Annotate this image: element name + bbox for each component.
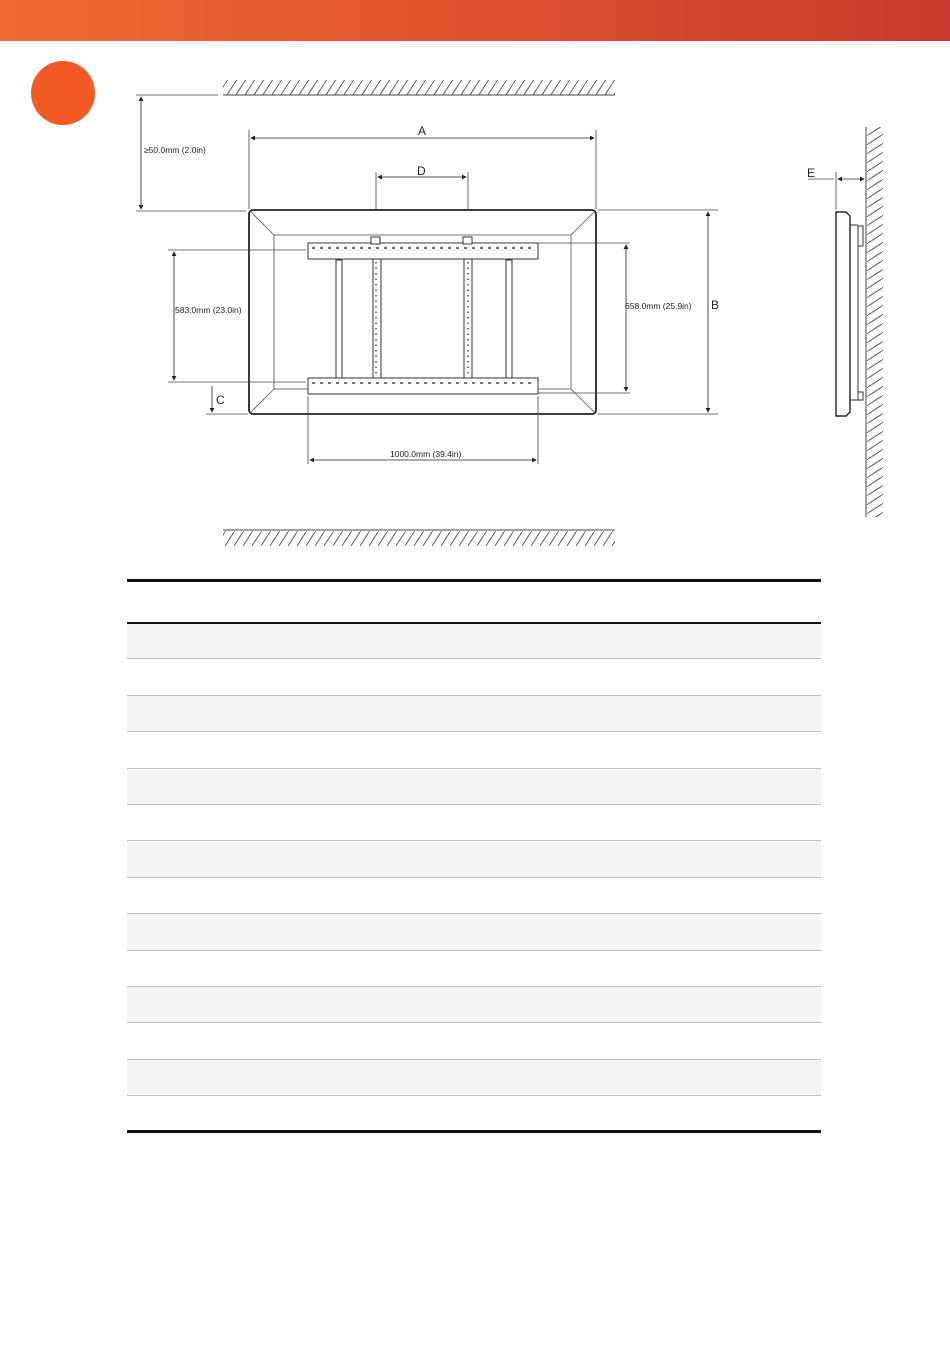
table-row xyxy=(127,659,821,695)
table-cell xyxy=(127,877,474,913)
bracket-spacing-label: 583.0mm (23.0in) xyxy=(175,305,242,315)
wall-mount-diagram xyxy=(0,0,950,580)
dimension-c xyxy=(206,386,248,414)
bracket-height-dimension xyxy=(625,245,692,391)
table-cell xyxy=(127,841,474,877)
table-cell xyxy=(474,1023,821,1059)
table-cell xyxy=(474,986,821,1022)
table-cell xyxy=(474,732,821,768)
table-cell xyxy=(127,732,474,768)
table-row xyxy=(127,623,821,659)
spec-table xyxy=(127,579,821,1133)
bracket-width-label: 1000.0mm (39.4in) xyxy=(390,449,462,459)
table-cell xyxy=(127,986,474,1022)
table-cell xyxy=(127,1096,474,1132)
table-cell xyxy=(474,695,821,731)
top-clearance-label: ≥50.0mm (2.0in) xyxy=(144,145,206,155)
table-cell xyxy=(127,768,474,804)
bracket-height-label: 658.0mm (25.9in) xyxy=(625,301,692,311)
top-clearance-dimension xyxy=(136,95,246,211)
table-cell xyxy=(474,768,821,804)
table-cell xyxy=(127,914,474,950)
spec-table-header xyxy=(127,581,821,623)
table-cell xyxy=(474,841,821,877)
table-cell xyxy=(474,623,821,659)
table-cell xyxy=(474,804,821,840)
table-row xyxy=(127,841,821,877)
table-cell xyxy=(127,695,474,731)
table-row xyxy=(127,914,821,950)
table-row xyxy=(127,732,821,768)
side-view xyxy=(836,127,883,517)
table-cell xyxy=(127,659,474,695)
table-cell xyxy=(474,877,821,913)
table-row xyxy=(127,1059,821,1095)
table-cell xyxy=(474,1096,821,1132)
table-row xyxy=(127,804,821,840)
table-row xyxy=(127,1096,821,1132)
table-cell xyxy=(127,804,474,840)
dimension-a-label: A xyxy=(418,124,427,138)
table-cell xyxy=(127,950,474,986)
table-cell xyxy=(474,1059,821,1095)
table-cell xyxy=(474,950,821,986)
table-row xyxy=(127,695,821,731)
table-cell xyxy=(127,623,474,659)
dimension-e xyxy=(807,166,864,210)
header-cell xyxy=(474,581,821,623)
table-row xyxy=(127,986,821,1022)
header-cell xyxy=(127,581,474,623)
table-cell xyxy=(127,1023,474,1059)
table-row xyxy=(127,877,821,913)
dimension-b-label: B xyxy=(711,298,720,312)
table-cell xyxy=(127,1059,474,1095)
dimension-c-label: C xyxy=(216,393,225,407)
table-row xyxy=(127,1023,821,1059)
dimension-e-label: E xyxy=(807,166,816,180)
dimension-b xyxy=(598,210,719,414)
table-cell xyxy=(474,914,821,950)
floor-hatch xyxy=(223,530,615,546)
table-cell xyxy=(474,659,821,695)
table-row xyxy=(127,768,821,804)
table-row xyxy=(127,950,821,986)
ceiling-hatch xyxy=(223,80,615,95)
dimension-d-label: D xyxy=(417,164,426,178)
